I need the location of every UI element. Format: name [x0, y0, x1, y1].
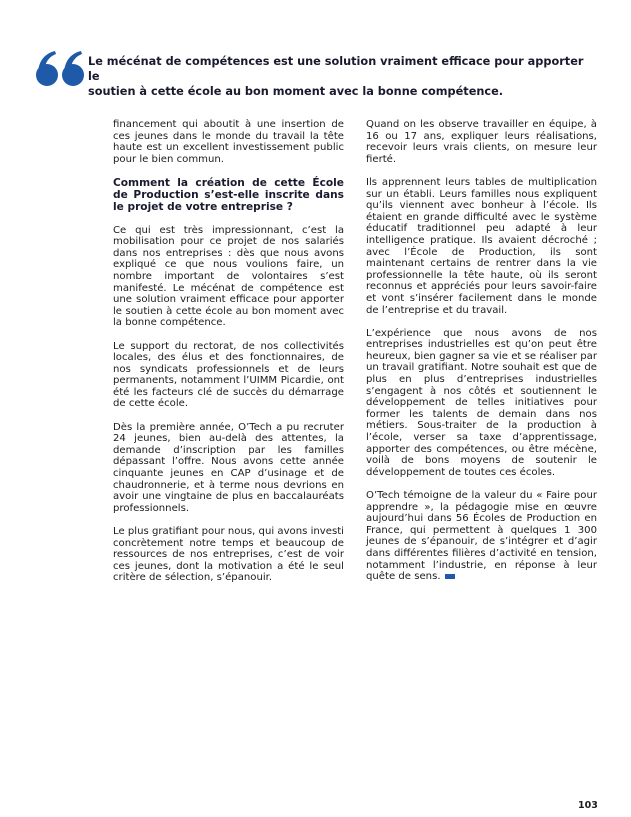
right-paragraph-4-text: O’Tech témoigne de la valeur du « Faire pour apprendre », la pédagogie mise en œuvre aujourd’hui dans 56 Écoles de Production en France, qui permettent à quelques 1 300 jeunes de s’épanouir, de s’intégrer et d’agir dans différentes filières d’activité en tension, notamment l’industrie, en réponse à leur quête de sens.: [366, 490, 597, 583]
quote-marks-icon: [35, 50, 87, 92]
article-end-icon: [445, 574, 455, 579]
pull-quote-line-1: Le mécénat de compétences est une solution vraiment efficace pour apporter le: [88, 55, 584, 83]
right-paragraph-2: Ils apprennent leurs tables de multiplication sur un établi. Leurs familles nous expliquent qu’ils viennent avec bonheur à l’école. Ils étaient en grande difficulté avec le système éducatif traditionnel peu adapté à leur intelligence pratique. Ils avaient décroché ; avec l’École de Production, ils sont maintenant certains de rentrer dans la vie professionnelle la tête haute, où ils seront reconnus et appréciés pour leurs savoir-faire et vont s’insérer facilement dans le monde de l’entreprise et du travail.: [366, 176, 597, 316]
left-paragraph-3: Le support du rectorat, de nos collectivités locales, des élus et des fonctionnaires, de nos syndicats professionnels et de leurs permanents, notamment l’UIMM Picardie, ont été les facteurs clé de succès du démarrage de cette école.: [113, 340, 344, 410]
pull-quote: [88, 54, 588, 99]
left-paragraph-5: Le plus gratifiant pour nous, qui avons investi concrètement notre temps et beaucoup de ressources de nos entreprises, c’est de voir ces jeunes, dont la motivation a été le seul critère de sélection, s’épanouir.: [113, 526, 344, 584]
right-paragraph-4: [366, 490, 597, 583]
left-paragraph-1: financement qui aboutit à une insertion de ces jeunes dans le monde du travail la tête haute est un excellent investissement public pour le bien commun.: [113, 119, 344, 165]
right-paragraph-1: Quand on les observe travailler en équipe, à 16 ou 17 ans, expliquer leurs réalisations, recevoir leurs vrais clients, on mesure leur fierté.: [366, 119, 597, 165]
left-column: [113, 119, 344, 596]
right-column: [366, 119, 597, 594]
left-paragraph-4: Dès la première année, O’Tech a pu recruter 24 jeunes, bien au-delà des attentes, la demande d’inscription par les familles dépassant l’offre. Nous avons cette année cinquante jeunes en CAP d’usinage et de chaudronnerie, et à terme nous devrions en avoir une vingtaine de plus en baccalauréats professionnels.: [113, 421, 344, 514]
pull-quote-line-2: soutien à cette école au bon moment avec la bonne compétence.: [88, 85, 504, 98]
left-paragraph-2: Ce qui est très impressionnant, c’est la mobilisation pour ce projet de nos salariés dans nos entreprises : dès que nous avons expliqué ce que nous voulions faire, un nombre important de volontaires s’est manifesté. Le mécénat de compétence est une solution vraiment efficace pour apporter le soutien à cette école au bon moment avec la bonne compétence.: [113, 224, 344, 329]
right-paragraph-3: L’expérience que nous avons de nos entreprises industrielles est qu’on peut être heureux, bien gagner sa vie et se réaliser par un travail gratifiant. Notre souhait est que de plus en plus d’entreprises industrielles s’engagent à nos côtés et soutiennent le développement de telles initiatives pour former les talents de demain dans nos métiers. Sous-traiter de la production à l’école, verser sa taxe d’apprentissage, apporter des compétences, ou être mécène, voilà de bons moyens de soutenir le développement de toutes ces écoles.: [366, 327, 597, 478]
page-number: 103: [578, 800, 598, 811]
interview-question-heading: Comment la création de cette École de Production s’est-elle inscrite dans le projet de votre entreprise ?: [113, 176, 344, 213]
